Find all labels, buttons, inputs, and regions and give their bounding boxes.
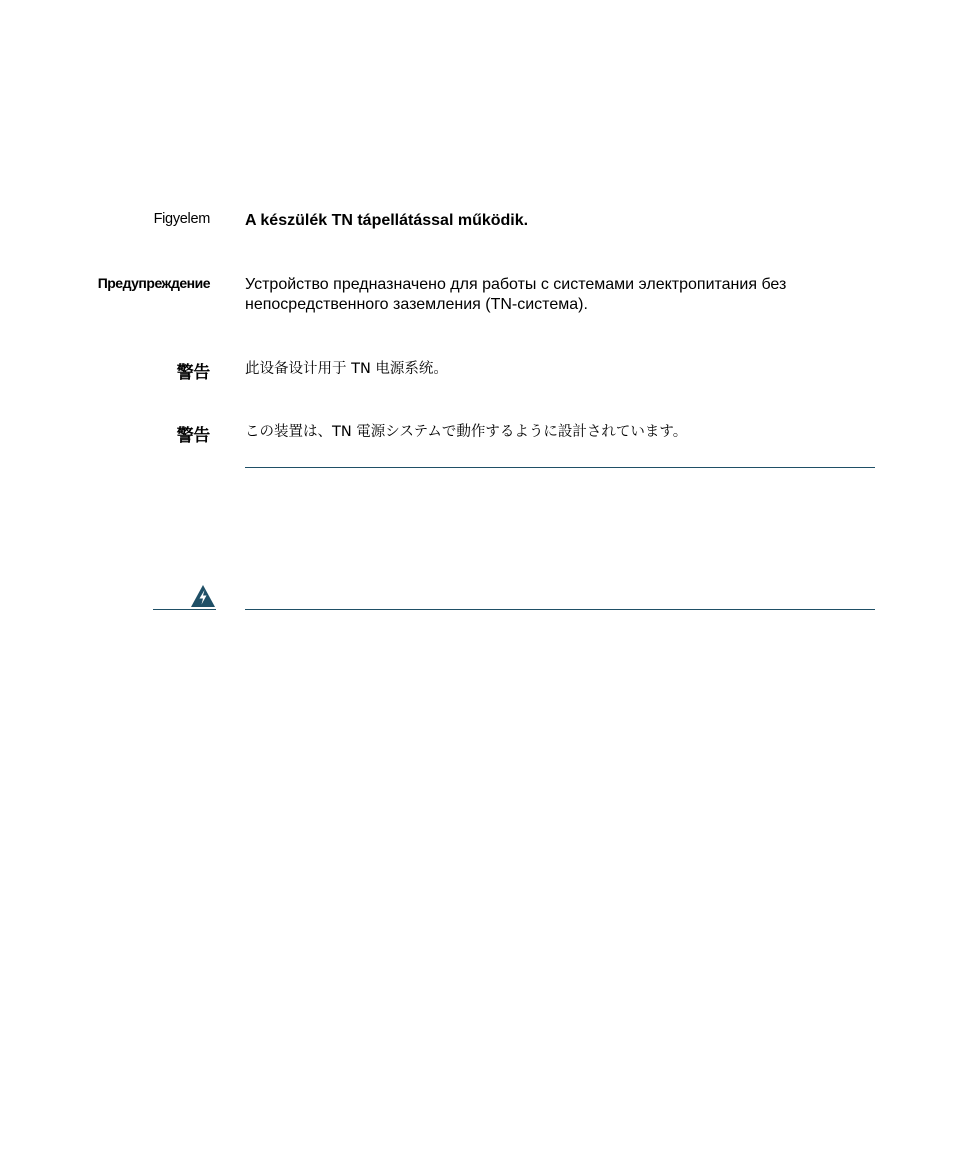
warning-text-chinese: 此设备设计用于 TN 电源系统。 [245, 361, 448, 377]
warning-label-japanese: 警告 [176, 426, 210, 445]
section-divider [245, 467, 875, 468]
warning-label-russian: Предупреждение [97, 275, 210, 291]
warning-triangle-icon [190, 584, 216, 608]
warning-text-japanese: この装置は、TN 電源システムで動作するように設計されています。 [245, 424, 688, 440]
warning-header-rule [245, 609, 875, 610]
warning-label-hungarian: Figyelem [153, 211, 210, 227]
warning-label-chinese: 警告 [176, 363, 210, 382]
warning-icon-underline [153, 609, 216, 610]
warning-text-russian: Устройство предназначено для работы с системами электропитания без непосредственного заземления (TN-система). [245, 276, 787, 313]
warning-text-hungarian: A készülék TN tápellátással működik. [245, 212, 529, 229]
